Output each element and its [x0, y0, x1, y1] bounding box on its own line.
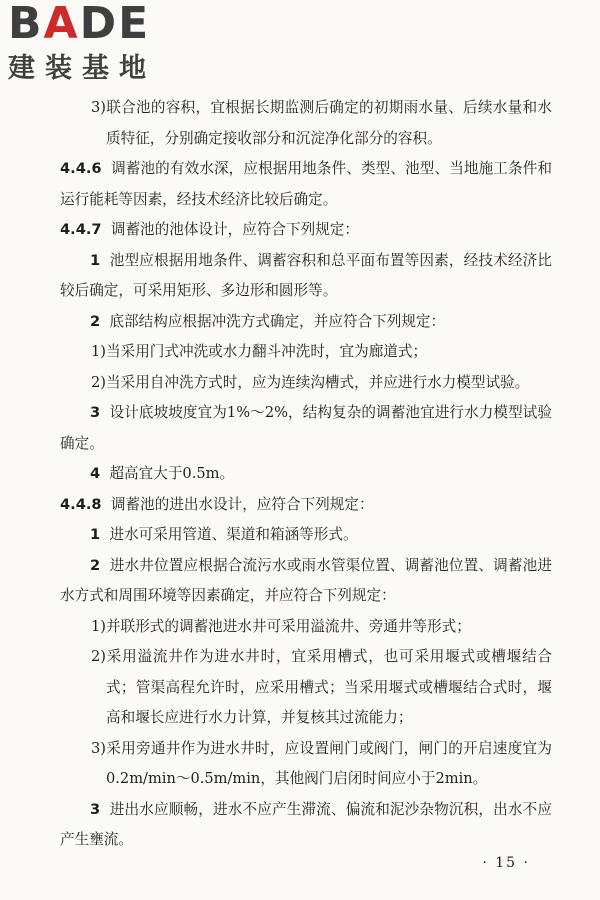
- list-item: 3 设计底坡坡度宜为1%～2%，结构复杂的调蓄池宜进行水力模型试验确定。: [60, 404, 553, 452]
- logo-wordmark: BADE: [8, 0, 151, 49]
- clause-number: 4.4.6: [60, 160, 102, 177]
- bade-logo: [8, 2, 183, 92]
- list-item: 2)采用溢流井作为进水井时，宜采用槽式，也可采用堰式或槽堰结合式；管渠高程允许时，应采用槽式；当采用堰式或槽堰结合式时，堰高和堰长应进行水力计算，并复核其过流能力；: [91, 648, 552, 726]
- list-item: 3)联合池的容积，宜根据长期监测后确定的初期雨水量、后续水量和水质特征，分别确定接收部分和沉淀净化部分的容积。: [91, 99, 552, 147]
- page-body: [60, 93, 552, 856]
- clause-4-4-8: 4.4.8 调蓄池的进出水设计，应符合下列规定：: [60, 495, 374, 513]
- list-item: 1)当采用门式冲洗或水力翻斗冲洗时，宜为廊道式；: [91, 343, 428, 360]
- clause-4-4-7: 4.4.7 调蓄池的池体设计，应符合下列规定：: [60, 221, 359, 238]
- clause-number: 4.4.7: [60, 221, 102, 238]
- list-item: 1 池型应根据用地条件、调蓄容积和总平面布置等因素，经技术经济比较后确定，可采用矩形、多边形和圆形等。: [60, 251, 552, 299]
- list-item: 2)当采用自冲洗方式时，应为连续沟槽式，并应进行水力模型试验。: [91, 373, 530, 391]
- list-item: 2 底部结构应根据冲洗方式确定，并应符合下列规定：: [90, 312, 446, 330]
- page-number: · 15 ·: [482, 855, 530, 871]
- list-item: 3 进出水应顺畅，进水不应产生滞流、偏流和泥沙杂物沉积，出水不应产生壅流。: [60, 800, 552, 848]
- clause-number: 4.4.8: [60, 495, 102, 513]
- clause-4-4-6: 4.4.6 调蓄池的有效水深，应根据用地条件、类型、池型、当地施工条件和运行能耗等因素，经技术经济比较后确定。: [60, 160, 552, 208]
- logo-subtitle: 建装基地: [8, 53, 156, 84]
- list-item: 1)并联形式的调蓄池进水井可采用溢流井、旁通井等形式；: [91, 617, 471, 635]
- list-item: 4 超高宜大于0.5m。: [90, 465, 235, 482]
- list-item: 3)采用旁通井作为进水井时，应设置闸门或阀门，闸门的开启速度宜为0.2m/min～0.5m/min，其他阀门启闭时间应小于2min。: [91, 739, 552, 787]
- list-item: 2 进水井位置应根据合流污水或雨水管渠位置、调蓄池位置、调蓄池进水方式和周围环境等因素确定，并应符合下列规定：: [60, 556, 552, 604]
- list-item: 1 进水可采用管道、渠道和箱涵等形式。: [90, 526, 358, 543]
